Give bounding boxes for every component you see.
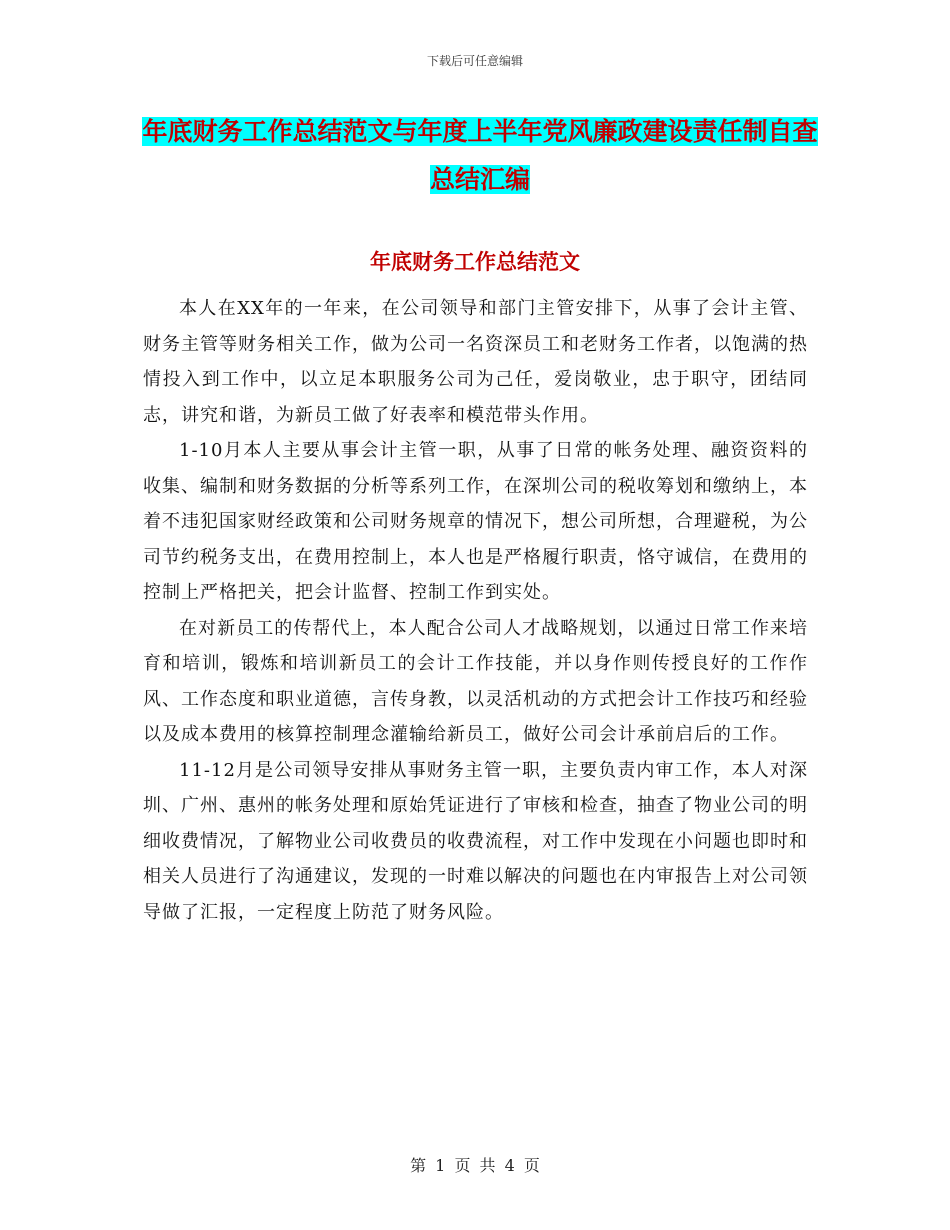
- paragraph: 在对新员工的传帮代上，本人配合公司人才战略规划，以通过日常工作来培育和培训，锻炼和培训新员工的会计工作技能，并以身作则传授良好的工作作风、工作态度和职业道德，言传身教，以灵活机动的方式把会计工作技巧和经验以及成本费用的核算控制理念灌输给新员工，做好公司会计承前启后的工作。: [143, 617, 808, 745]
- page-number-footer: 第 1 页 共 4 页: [410, 1156, 540, 1175]
- paragraph: 1-10月本人主要从事会计主管一职，从事了日常的帐务处理、融资资料的收集、编制和财务数据的分析等系列工作，在深圳公司的税收筹划和缴纳上，本着不违犯国家财经政策和公司财务规章的情况下，想公司所想，合理避税，为公司节约税务支出，在费用控制上，本人也是严格履行职责，恪守诚信，在费用的控制上严格把关，把会计监督、控制工作到实处。: [143, 440, 808, 603]
- document-body: [143, 291, 808, 930]
- paragraph: 本人在XX年的一年来，在公司领导和部门主管安排下，从事了会计主管、财务主管等财务相关工作，做为公司一名资深员工和老财务工作者，以饱满的热情投入到工作中，以立足本职服务公司为己任，爱岗敬业，忠于职守，团结同志，讲究和谐，为新员工做了好表率和模范带头作用。: [143, 298, 808, 426]
- section-title: 年底财务工作总结范文: [370, 249, 580, 274]
- header-note: 下载后可任意编辑: [426, 54, 523, 68]
- document-title: [140, 108, 820, 204]
- document-title-text: 年底财务工作总结范文与年度上半年党风廉政建设责任制自查总结汇编: [142, 117, 818, 194]
- paragraph: 11-12月是公司领导安排从事财务主管一职，主要负责内审工作，本人对深圳、广州、惠州的帐务处理和原始凭证进行了审核和检查，抽查了物业公司的明细收费情况，了解物业公司收费员的收费流程，对工作中发现在小问题也即时和相关人员进行了沟通建议，发现的一时难以解决的问题也在内审报告上对公司领导做了汇报，一定程度上防范了财务风险。: [143, 759, 808, 923]
